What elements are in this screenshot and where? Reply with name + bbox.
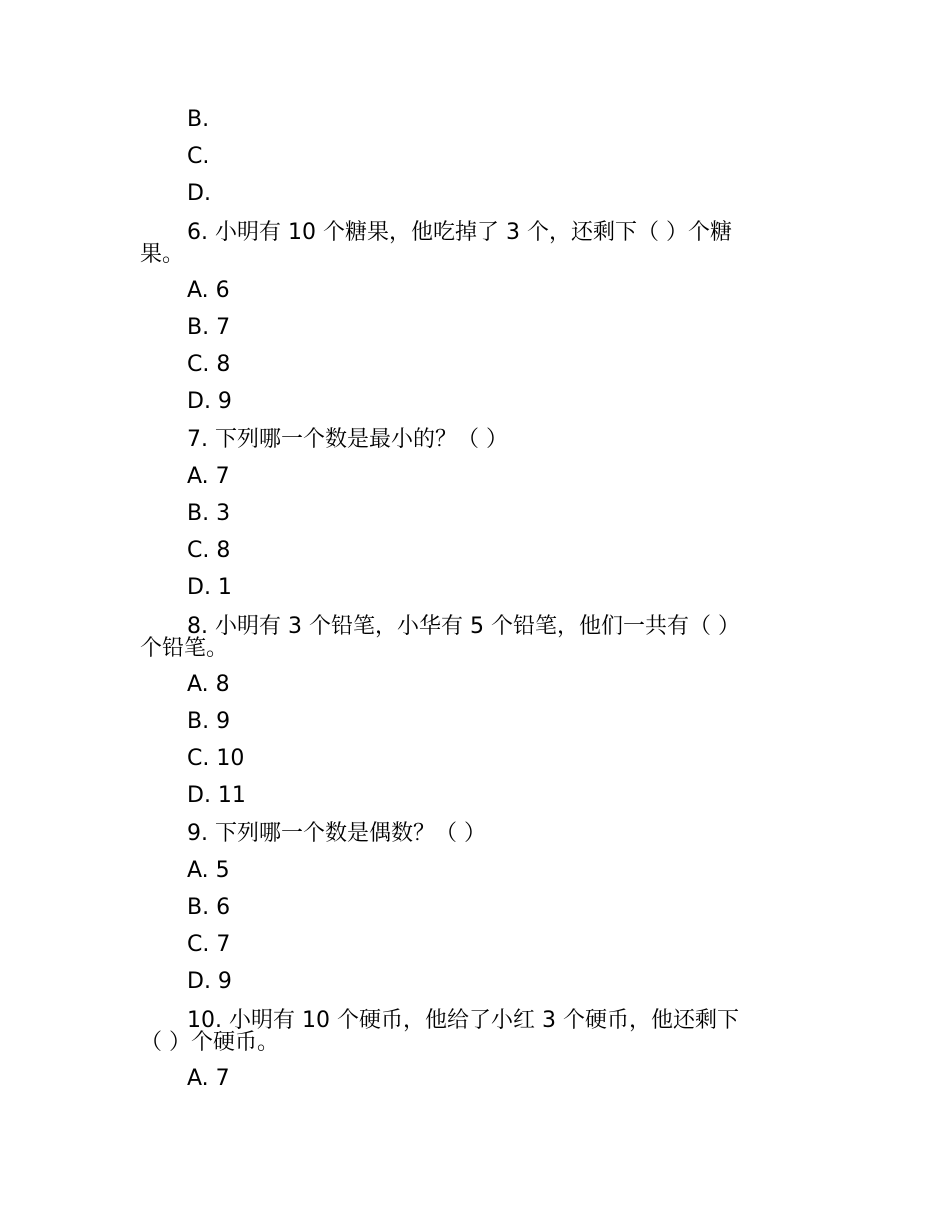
- q6-option-c: C. 8: [187, 352, 231, 377]
- q8-option-a: A. 8: [187, 672, 230, 697]
- q8-question-line2: 个铅笔。: [140, 636, 229, 661]
- q6-option-b: B. 7: [187, 315, 231, 340]
- q5-option-b: B.: [187, 107, 210, 132]
- q9-option-c: C. 7: [187, 932, 231, 957]
- q9-option-d: D. 9: [187, 969, 232, 994]
- q10-question-line1: 10. 小明有 10 个硬币，他给了小红 3 个硬币，他还剩下: [187, 1008, 739, 1033]
- q5-option-c: C.: [187, 144, 210, 169]
- q6-option-a: A. 6: [187, 278, 230, 303]
- q7-option-d: D. 1: [187, 575, 232, 600]
- q9-option-a: A. 5: [187, 858, 230, 883]
- q8-option-d: D. 11: [187, 783, 246, 808]
- q7-question: 7. 下列哪一个数是最小的？（ ）: [187, 427, 508, 452]
- q9-option-b: B. 6: [187, 895, 231, 920]
- q7-option-a: A. 7: [187, 464, 230, 489]
- q8-question-line1: 8. 小明有 3 个铅笔，小华有 5 个铅笔，他们一共有（ ）: [187, 614, 740, 639]
- q9-question: 9. 下列哪一个数是偶数？（ ）: [187, 821, 486, 846]
- q6-question-line1: 6. 小明有 10 个糖果，他吃掉了 3 个，还剩下（ ）个糖: [187, 220, 732, 245]
- q10-option-a: A. 7: [187, 1066, 230, 1091]
- q6-option-d: D. 9: [187, 389, 232, 414]
- q6-question-line2: 果。: [140, 242, 185, 267]
- q8-option-b: B. 9: [187, 709, 231, 734]
- q7-option-c: C. 8: [187, 538, 231, 563]
- q5-option-d: D.: [187, 181, 211, 206]
- q10-question-line2: （ ）个硬币。: [140, 1030, 279, 1055]
- q7-option-b: B. 3: [187, 501, 231, 526]
- q8-option-c: C. 10: [187, 746, 245, 771]
